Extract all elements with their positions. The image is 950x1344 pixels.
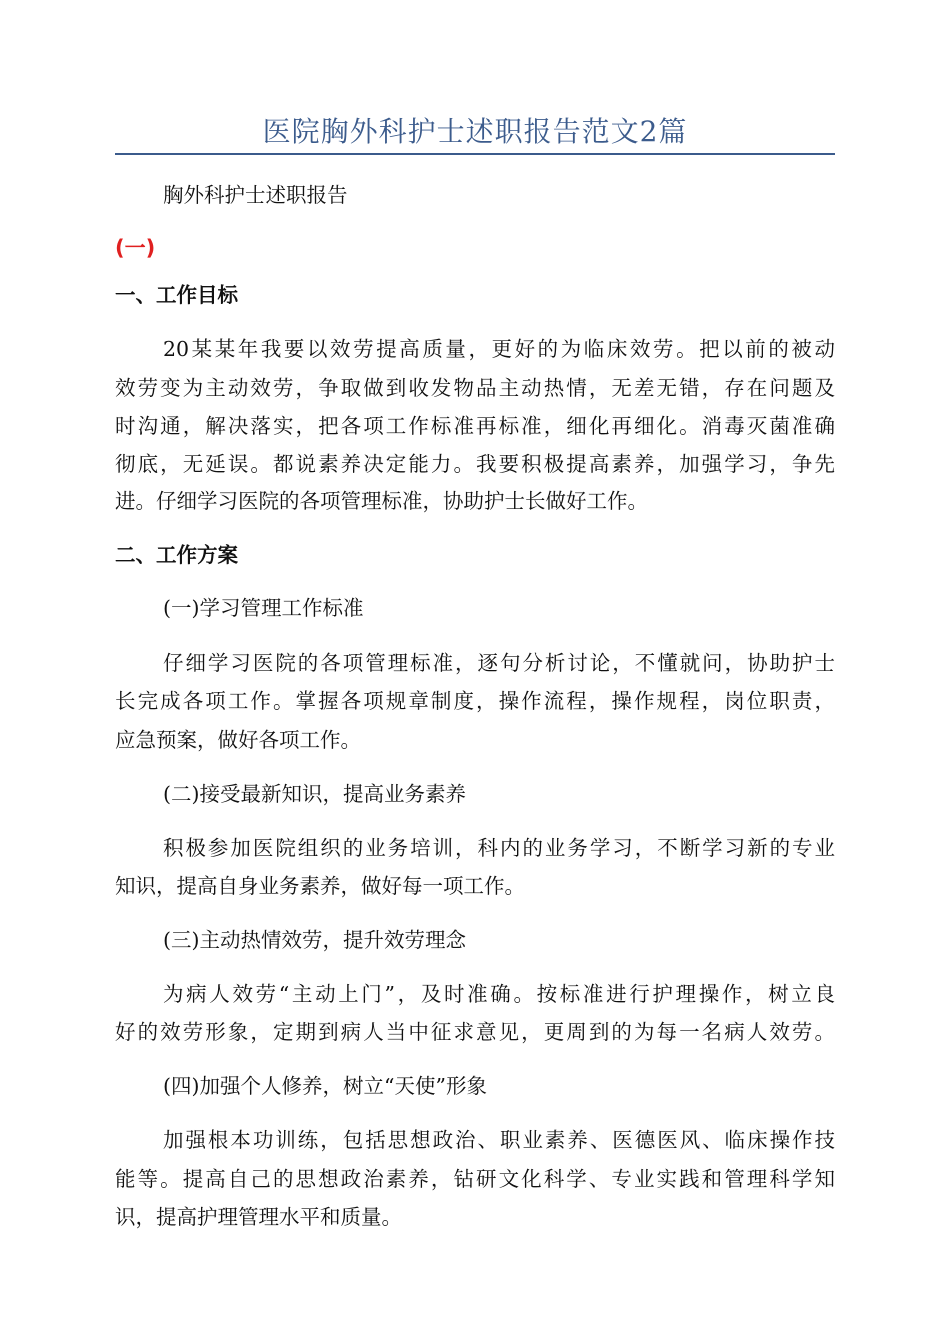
part-marker: (一) — [115, 236, 156, 260]
paragraph-line: 20某某年我要以效劳提高质量，更好的为临床效劳。把以前的被动 — [163, 337, 835, 361]
document-title: 医院胸外科护士述职报告范文2篇 — [262, 115, 688, 148]
section-heading-plan: 二、工作方案 — [115, 543, 238, 567]
section-heading-goals: 一、工作目标 — [115, 283, 238, 307]
paragraph-line: 加强根本功训练，包括思想政治、职业素养、医德医风、临床操作技 — [163, 1128, 835, 1152]
subsection-title: (三)主动热情效劳，提升效劳理念 — [163, 928, 466, 952]
paragraph-line: 时沟通，解决落实，把各项工作标准再标准，细化再细化。消毒灭菌准确 — [115, 414, 835, 438]
paragraph-line: 应急预案，做好各项工作。 — [115, 728, 361, 752]
paragraph-line: 进。仔细学习医院的各项管理标准，协助护士长做好工作。 — [115, 489, 648, 513]
paragraph-line: 效劳变为主动效劳，争取做到收发物品主动热情，无差无错，存在问题及 — [115, 376, 835, 400]
subsection-title: (一)学习管理工作标准 — [163, 596, 364, 620]
subsection-title: (四)加强个人修养，树立“天使”形象 — [163, 1074, 487, 1098]
paragraph-line: 能等。提高自己的思想政治素养，钻研文化科学、专业实践和管理科学知 — [115, 1167, 835, 1191]
report-subtitle: 胸外科护士述职报告 — [163, 183, 348, 207]
paragraph-line: 彻底，无延误。都说素养决定能力。我要积极提高素养，加强学习，争先 — [115, 452, 835, 476]
paragraph-line: 知识，提高自身业务素养，做好每一项工作。 — [115, 874, 525, 898]
paragraph-line: 仔细学习医院的各项管理标准，逐句分析讨论，不懂就问，协助护士 — [163, 651, 835, 675]
paragraph-line: 识，提高护理管理水平和质量。 — [115, 1205, 402, 1229]
paragraph-line: 长完成各项工作。掌握各项规章制度，操作流程，操作规程，岗位职责， — [115, 689, 835, 713]
paragraph-line: 好的效劳形象，定期到病人当中征求意见，更周到的为每一名病人效劳。 — [115, 1020, 835, 1044]
paragraph-line: 为病人效劳“主动上门”，及时准确。按标准进行护理操作，树立良 — [163, 982, 835, 1006]
subsection-title: (二)接受最新知识，提高业务素养 — [163, 782, 466, 806]
title-underline — [115, 153, 835, 155]
paragraph-line: 积极参加医院组织的业务培训，科内的业务学习，不断学习新的专业 — [163, 836, 835, 860]
